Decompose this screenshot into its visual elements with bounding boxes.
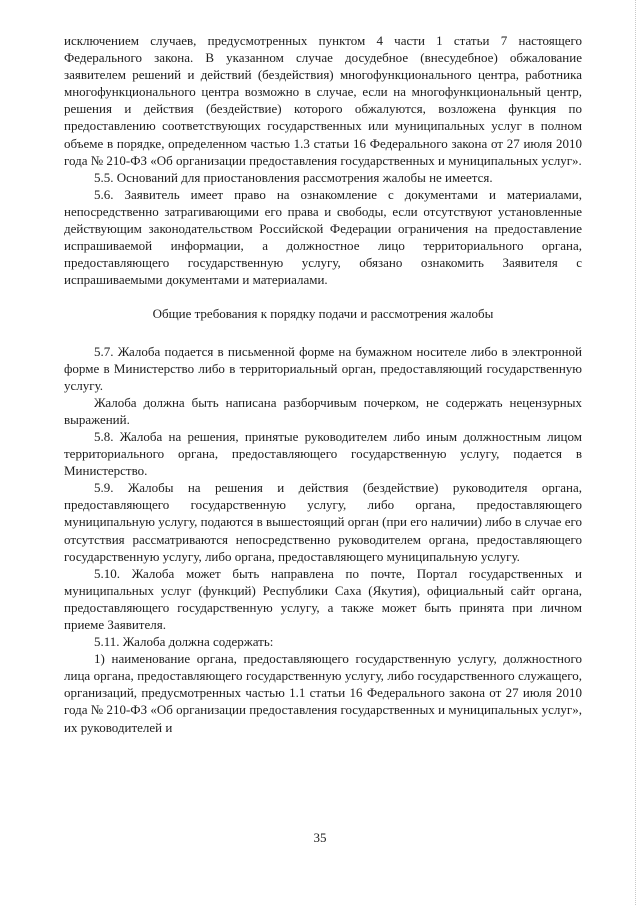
- scan-edge-mark: [634, 0, 636, 905]
- document-body: [64, 32, 582, 736]
- paragraph-5-11-item-1: 1) наименование органа, предоставляющего государственную услугу, должностного лица органа, предоставляющего государственную услугу, либо государственного служащего, организаций, предусмотренных частью 1.1 статьи 16 Федерального закона от 27 июля 2010 года № 210-ФЗ «Об организации предоставления государственных и муниципальных услуг», их руководителей и: [64, 651, 582, 735]
- section-heading: Общие требования к порядку подачи и рассмотрения жалобы: [152, 306, 494, 322]
- paragraph-5-11: 5.11. Жалоба должна содержать:: [94, 634, 274, 650]
- paragraph-handwriting-requirement: Жалоба должна быть написана разборчивым почерком, не содержать нецензурных выражений.: [64, 394, 582, 427]
- paragraph-5-5: 5.5. Оснований для приостановления рассмотрения жалобы не имеется.: [94, 169, 493, 185]
- page-number: 35: [313, 830, 327, 845]
- paragraph-5-9: 5.9. Жалобы на решения и действия (бездействие) руководителя органа, предоставляющего государственную услугу, либо органа, предоставляющего муниципальную услугу, подаются в вышестоящий орган (при его наличии) либо в случае его отсутствия рассматриваются непосредственно руководителем органа, предоставляющего государственную услугу, либо органа, предоставляющего муниципальную услугу.: [64, 480, 582, 564]
- paragraph-5-7: 5.7. Жалоба подается в письменной форме на бумажном носителе либо в электронной форме в Министерство либо в территориальный орган, предоставляющий государственную услугу.: [64, 343, 582, 393]
- paragraph-5-8: 5.8. Жалоба на решения, принятые руководителем либо иным должностным лицом территориального органа, предоставляющего государственную услугу, подается в Министерство.: [64, 428, 582, 479]
- paragraph-5-10: 5.10. Жалоба может быть направлена по почте, Портал государственных и муниципальных услуг (функций) Республики Саха (Якутия), официальный сайт органа, предоставляющего государственную услугу, а также может быть принята при личном приеме Заявителя.: [64, 565, 582, 632]
- paragraph-continuation: исключением случаев, предусмотренных пунктом 4 части 1 статьи 7 настоящего Федерального закона. В указанном случае досудебное (внесудебное) обжалование заявителем решений и действий (бездействия) многофункционального центра, работника многофункционального центра возможно в случае, если на многофункциональный центр, решения и действия (бездействие) которого обжалуются, возложена функция по предоставлению соответствующих государственных или муниципальных услуг в полном объеме в порядке, определенном частью 1.3 статьи 16 Федерального закона от 27 июля 2010 года № 210-ФЗ «Об организации предоставления государственных и муниципальных услуг».: [64, 33, 582, 168]
- paragraph-5-6: 5.6. Заявитель имеет право на ознакомление с документами и материалами, непосредственно затрагивающими его права и свободы, если отсутствуют установленные действующим законодательством Российской Федерации ограничения на предоставление испрашиваемой информации, а должностное лицо территориального органа, предоставляющего государственную услугу, обязано ознакомить Заявителя с испрашиваемыми документами и материалами.: [64, 186, 582, 288]
